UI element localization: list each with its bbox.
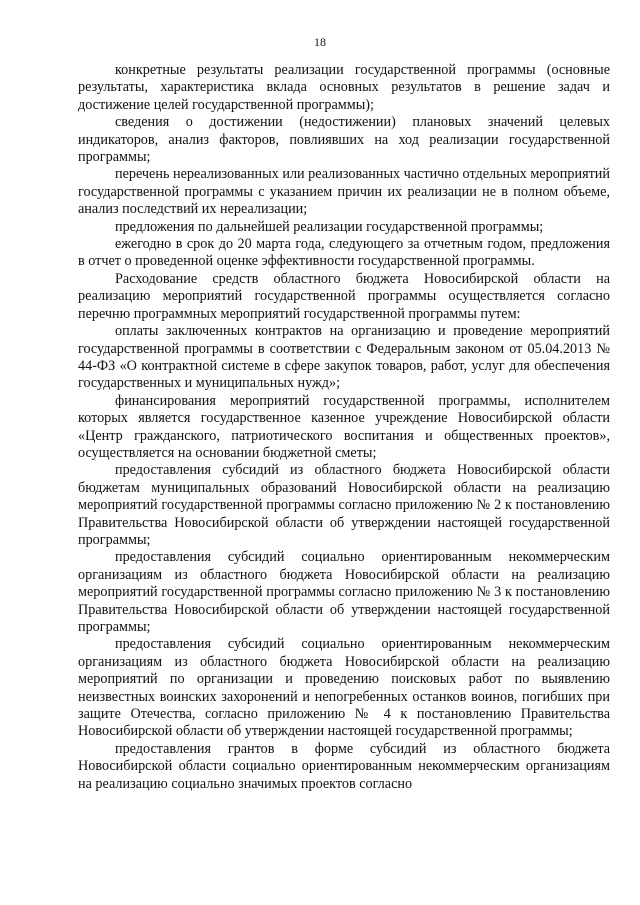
document-body — [78, 62, 610, 793]
paragraph-grants: предоставления грантов в форме субсидий из областного бюджета Новосибирской области социально ориентированным некоммерческим организациям на реализацию социально значимых проектов согласно — [78, 740, 610, 792]
paragraph-unrealized-measures: перечень нереализованных или реализованных частично отдельных мероприятий государственной программы с указанием причин их реализации не в полном объеме, анализ последствий их нереализации; — [78, 166, 610, 218]
paragraph-annual-deadline: ежегодно в срок до 20 марта года, следующего за отчетным годом, предложения в отчет о проведенной оценке эффективности государственной программы. — [78, 236, 610, 270]
paragraph-results: конкретные результаты реализации государственной программы (основные результаты, характеристика вклада основных результатов в решение задач и достижение целей государственной программы); — [78, 62, 610, 113]
paragraph-financing: финансирования мероприятий государственной программы, исполнителем которых является государственное казенное учреждение Новосибирской области «Центр гражданского, патриотического воспитания и общественных проектов», осуществляется на основании бюджетной сметы; — [78, 392, 610, 461]
page-number: 18 — [314, 35, 326, 49]
paragraph-subsidies-nko: предоставления субсидий социально ориентированным некоммерческим организациям из областного бюджета Новосибирской области на реализацию мероприятий государственной программы согласно приложению № 3 к постановлению Правительства Новосибирской области об утверждении настоящей государственной программы; — [78, 549, 610, 635]
paragraph-subsidies-search-works: предоставления субсидий социально ориентированным некоммерческим организациям из областного бюджета Новосибирской области на реализацию мероприятий по организации и проведению поисковых работ по выявлению неизвестных воинских захоронений и непогребенных останков воинов, погибших при защите Отечества, согласно приложению № 4 к постановлению Правительства Новосибирской области об утверждении настоящей государственной программы; — [78, 636, 610, 740]
paragraph-subsidies-municipal: предоставления субсидий из областного бюджета Новосибирской области бюджетам муниципальных образований Новосибирской области на реализацию мероприятий государственной программы согласно приложению № 2 к постановлению Правительства Новосибирской области об утверждении настоящей государственной программы; — [78, 462, 610, 548]
paragraph-contracts: оплаты заключенных контрактов на организацию и проведение мероприятий государственной программы в соответствии с Федеральным законом от 05.04.2013 № 44-ФЗ «О контрактной системе в сфере закупок товаров, работ, услуг для обеспечения государственных и муниципальных нужд»; — [78, 323, 610, 392]
paragraph-proposals: предложения по дальнейшей реализации государственной программы; — [115, 218, 544, 235]
paragraph-indicators: сведения о достижении (недостижении) плановых значений целевых индикаторов, анализ факторов, повлиявших на ход реализации государственной программы; — [78, 114, 610, 166]
paragraph-budget-spending: Расходование средств областного бюджета Новосибирской области на реализацию мероприятий государственной программы осуществляется согласно перечню программных мероприятий государственной программы путем: — [78, 270, 610, 322]
